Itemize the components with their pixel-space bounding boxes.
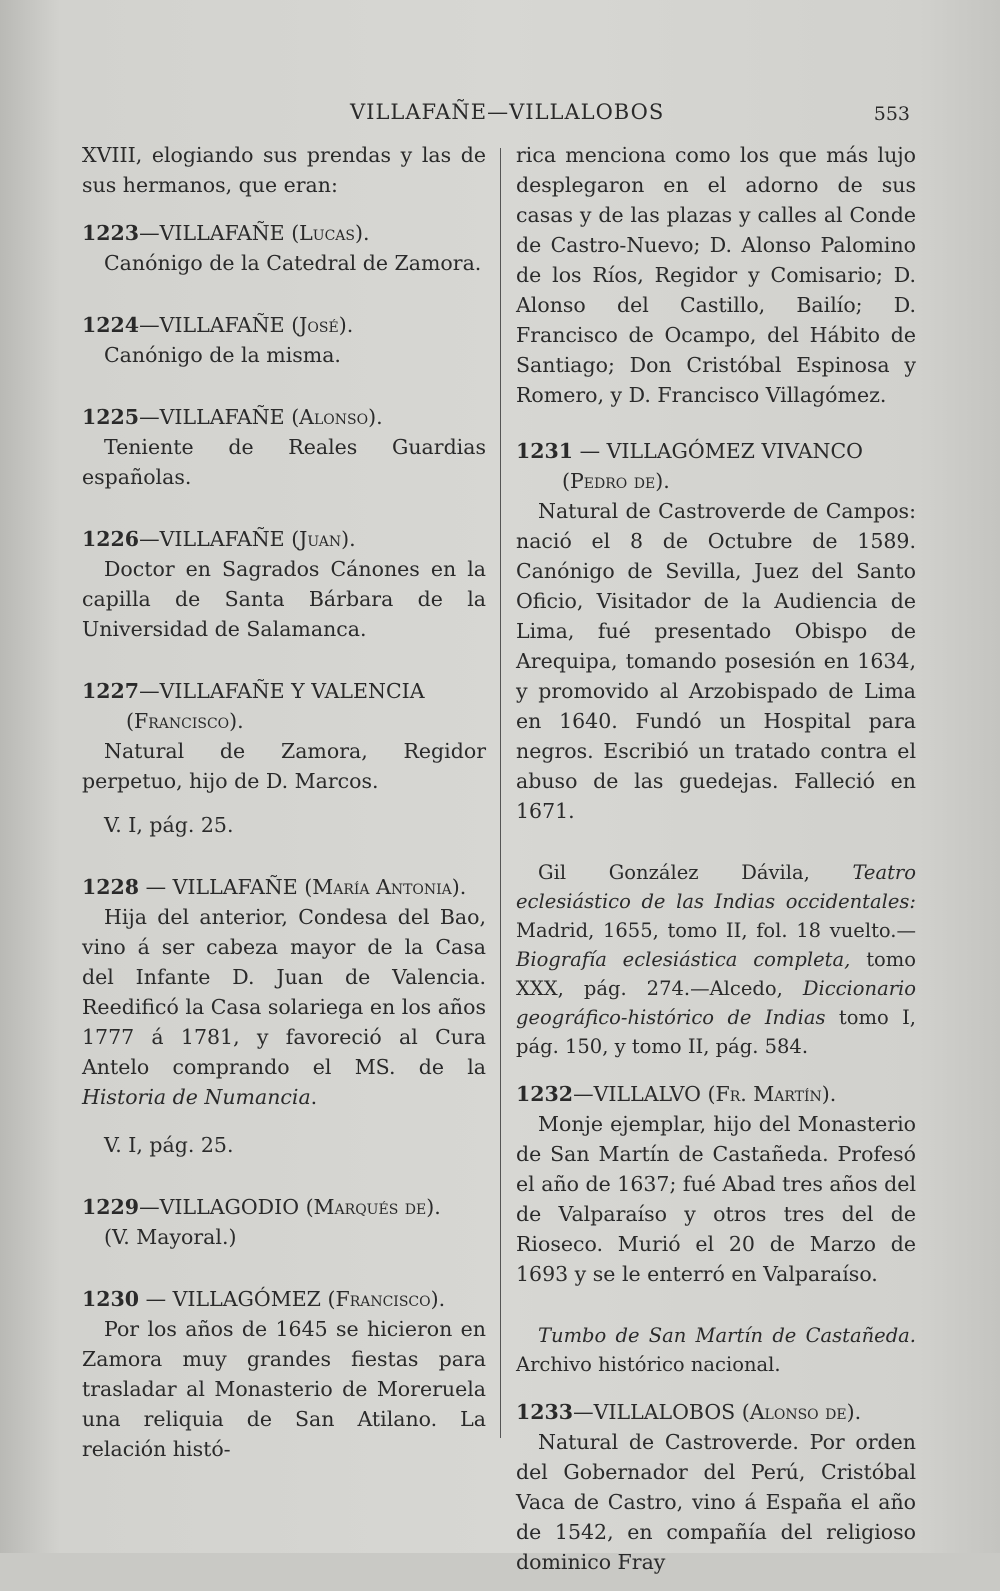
cite-title: Tumbo de San Martín de Castañeda. [538,1324,916,1347]
entry-body: Natural de Castroverde de Campos: nació el 8 de Octubre de 1589. Canónigo de Sevilla, Juez del Santo Oficio, Visitador de la Audiencia de Lima, fué presentado Obispo de Arequipa, tomando posesión en 1634, y promovido al Arzobispado de Lima en 1640. Fundó un Hospital para negros. Escribió un tratado contra el abuso de las guedejas. Falleció en 1671. [516,499,916,823]
entry-dash: — [573,1082,594,1106]
entry-dash: — [139,1287,173,1311]
cite-detail: Madrid, 1655, tomo II, fol. 18 vuelto.— [516,919,916,942]
cite-title: Biografía eclesiástica completa, [516,948,851,971]
entry-body [82,902,486,1112]
citation-1231 [516,858,916,1061]
entry-dash: — [139,405,160,429]
cite-detail: tomo I, pág. 150, y tomo II, pág. 584. [516,1006,916,1058]
entry-number: 1231 [516,439,574,463]
entry-surname: VILLALOBOS [593,1400,736,1424]
work-title: Historia de Numancia [82,1085,311,1109]
entry-given-name: (Marqués de). [305,1195,441,1219]
left-column [82,140,486,1478]
entry-number: 1233 [516,1400,574,1424]
entry-heading [516,436,916,496]
entry-body: Por los años de 1645 se hicieron en Zamora muy grandes fiestas para trasladar al Monasterio de Moreruela una reliquia de San Atilano. La relación histó- [82,1317,486,1461]
entry-given-name: (Pedro de). [562,469,670,493]
entry-number: 1223 [82,221,140,245]
entry-1230 [82,1284,486,1464]
entry-given-name: (María Antonia). [304,875,467,899]
cite-detail: Archivo histórico nacional. [516,1353,781,1376]
entry-1224 [82,310,486,370]
entry-number: 1229 [82,1195,140,1219]
running-head: VILLAFAÑE—VILLALOBOS [350,100,665,124]
entry-heading [516,1079,916,1109]
entry-body: Teniente de Reales Guardias españolas. [82,435,486,489]
entry-surname: VILLAFAÑE [159,221,285,245]
cite-title: Diccionario geográfico-histórico de Indias [516,977,917,1029]
entry-surname: VILLAFAÑE Y VALENCIA [159,679,425,703]
entry-given-name: (Alonso). [291,405,383,429]
entry-1232 [516,1079,916,1289]
entry-reference: V. I, pág. 25. [104,1133,234,1157]
entry-heading [82,524,486,554]
entry-body: (V. Mayoral.) [104,1225,237,1249]
entry-1231 [516,436,916,826]
entry-body: Canónigo de la misma. [104,343,341,367]
entry-1226 [82,524,486,644]
entry-body: Natural de Zamora, Regidor perpetuo, hijo de D. Marcos. [82,739,486,793]
entry-heading [82,218,486,248]
entry-heading [82,402,486,432]
entry-body: Doctor en Sagrados Cánones en la capilla de Santa Bárbara de la Universidad de Salamanca. [82,557,486,641]
entry-surname: VILLAGÓMEZ [172,1287,321,1311]
intro-text: XVIII, elogiando sus prendas y las de sus hermanos, que eran: [82,143,486,197]
entry-surname: VILLAFAÑE [159,527,285,551]
entry-body: Natural de Castroverde. Por orden del Gobernador del Perú, Cristóbal Vaca de Castro, vino á España el año de 1542, en compañía del religioso dominico Fray [516,1430,916,1574]
entry-heading [516,1397,916,1427]
cite-author: Gil González Dávila, [538,861,810,884]
entry-1233 [516,1397,916,1577]
entry-1229 [82,1192,486,1252]
entry-number: 1226 [82,527,140,551]
entry-dash: — [139,527,160,551]
entry-heading [82,676,486,736]
entry-dash: — [573,1400,594,1424]
entry-given-name: (Francisco). [126,709,244,733]
entry-heading [82,872,486,902]
entry-given-name: (Lucas). [291,221,370,245]
cite-title: Teatro eclesiástico de las Indias occidentales: [516,861,916,913]
entry-surname: VILLAFAÑE [159,313,285,337]
entry-1227 [82,676,486,840]
entry-given-name: (Juan). [291,527,356,551]
entry-1228 [82,872,486,1160]
entry-1230-continuation: rica menciona como los que más lujo desplegaron en el adorno de sus casas y de las plazas y calles al Conde de Castro-Nuevo; D. Alonso Palomino de los Ríos, Regidor y Comisario; D. Alonso del Castillo, Bailío; D. Francisco de Ocampo, del Hábito de Santiago; Don Cristóbal Espinosa y Romero, y D. Francisco Villagómez. [516,143,916,407]
entry-surname: VILLAGODIO [159,1195,300,1219]
entry-dash: — [139,1195,160,1219]
citation-1232 [516,1321,916,1379]
entry-surname: VILLAFAÑE [159,405,285,429]
right-column [516,140,916,1591]
entry-given-name: (José). [291,313,354,337]
entry-body: Canónigo de la Catedral de Zamora. [104,251,482,275]
entry-body-end: . [310,1085,318,1109]
page-number: 553 [873,103,910,125]
entry-1223 [82,218,486,278]
entry-heading [82,310,486,340]
entry-body: Monje ejemplar, hijo del Monasterio de San Martín de Castañeda. Profesó el año de 1637; fué Abad tres años del de Valparaíso y otros tres del de Rioseco. Murió el 20 de Marzo de 1693 y se le enterró en Valparaíso. [516,1112,916,1286]
entry-number: 1232 [516,1082,574,1106]
entry-surname: VILLAGÓMEZ VIVANCO [606,439,863,463]
entry-number: 1230 [82,1287,140,1311]
entry-given-name: (Fr. Martín). [707,1082,837,1106]
entry-surname: VILLAFAÑE [172,875,298,899]
entry-dash: — [139,679,160,703]
entry-heading [82,1192,486,1222]
entry-dash: — [139,221,160,245]
entry-dash: — [139,875,173,899]
entry-dash: — [573,439,607,463]
entry-given-name: (Alonso de). [741,1400,862,1424]
entry-number: 1225 [82,405,140,429]
page-header [80,100,910,130]
entry-given-name: (Francisco). [327,1287,446,1311]
entry-dash: — [139,313,160,337]
column-divider [500,148,501,1438]
entry-reference: V. I, pág. 25. [104,813,234,837]
entry-number: 1227 [82,679,140,703]
entry-number: 1228 [82,875,140,899]
cite-detail: tomo XXX, pág. 274.—Alcedo, [516,948,916,1000]
entry-1225 [82,402,486,492]
entry-body-text: Hija del anterior, Condesa del Bao, vino á ser cabeza mayor de la Casa del Infante D. Juan de Valencia. Reedificó la Casa solariega en los años 1777 á 1781, y favoreció al Cura Antelo comprando el MS. de la [82,905,486,1079]
entry-heading [82,1284,486,1314]
entry-number: 1224 [82,313,140,337]
entry-surname: VILLALVO [593,1082,701,1106]
